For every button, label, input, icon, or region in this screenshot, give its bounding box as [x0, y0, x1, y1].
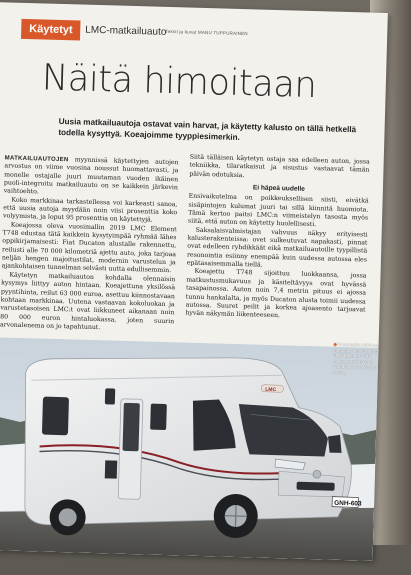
author-credits: Teksti ja kuvat MANU TUPPURAINEN: [165, 28, 248, 37]
paragraph: Koko markkinaa tarkastellessa voi karkeasti sanoa, että uusia autoja myydään noin viisi prosenttia koko volyymista, ja loput 95 prosenttia on käytettyjä.: [2, 196, 178, 224]
paragraph-text: myynnissä käytettyjen autojen arvostus on viime vuosina noussut huomattavasti, ja monelle ostajalle juuri muutaman vuoden ikäinen puoli-integroitu matkailuauto on se kaikkein järkevin vaihtoehto.: [3, 156, 179, 196]
license-plate: GNH-603: [334, 499, 362, 508]
left-text-column: [0, 154, 179, 334]
paragraph: Koeajossa oleva vuosimallin 2019 LMC Element T748 edustaa tätä kaikkein kysytyimpää ryhmää lähes oppikirjamaisesti: Fiat Ducaton alustalle rakennettu, reilusti alle 70 000 kilometriä ajettu auto, joka tarjoaa neljän hengen majoitustilat, modernin varustelun ja ajankohtaisen tunnelman selvästi uutta edullisemmin.: [1, 221, 177, 275]
caption-text: Vuosimallin 2019 puoli-integroitu matkailuauto LMC Element T748 maksaa noin 63 000 euroa ja on nyt kysytty valinta.: [332, 341, 384, 376]
brand-badge: LMC: [265, 386, 277, 394]
paragraph: Siitä tälläisen käytetyn ostaja saa edelleen auton, jossa tekniikka, tilaratkaisut ja sisustus vastaavat tämän päivän odotuksia.: [189, 153, 370, 179]
article-lead: Uusia matkailuautoja ostavat vain harvat, ja käytetty kalusto on tällä hetkellä todella kysyttyä. Koeajoimme tyyppiesimerkin.: [58, 116, 357, 142]
photo-caption: [333, 342, 384, 377]
caption-bullet-icon: ◆: [333, 341, 339, 347]
lead-word: MATKAILUAUTOJEN: [4, 155, 69, 164]
article-headline: Näitä himoitaan: [41, 57, 317, 107]
section-tag: Käytetyt: [21, 19, 81, 41]
paragraph: Käytetyn matkailuauton kohdalla olennaisin kysymys liittyy auton hintaan. Koeajettuna yksilössä pyyntihinta, reilut 63 000 euroa, asettuu kiinnostavaan kohtaan markkinaa. Uutena vastaavan kokoluokan ja varustetasoisen LMC:t ovat liikkuneet aikanaan noin 80 000 euron hintaluokassa, joten suurin arvonalenema on jo tapahtunut.: [0, 271, 176, 332]
right-text-column: [185, 154, 370, 323]
paragraph: Koeajettu T748 sijoittuu luokkaansa, jossa matkustusmukavuus ja käsiteltävyys ovat hyvässä tasapainossa. Auton noin 7,4 metrin pituus ei ajossa tunnu hankalalta, ja myös Ducaton alusta toimii uudessa autossa. Suuret peilit ja korkea ajoasento tarjoavat hyvän näkymän liikenteeseen.: [185, 268, 367, 320]
page-header: [21, 19, 381, 51]
motorhome-photo: [0, 337, 378, 561]
paragraph: Ensivaikutelma on poikkeuksellisen siisti, eivätkä sisäpintojen kulumat juuri tai sillä kiinnitä huomiota. Tämä kertoo paitsi LMC:n viimeistelyn tasosta myös siitä, että auton on käytetty huolellisesti.: [187, 192, 369, 229]
section-name: LMC-matkailuauto: [85, 24, 167, 38]
paragraph: Saksalaisvalmistajan vahvuus näkyy erityisesti kalusterakenteissa: ovet sulkeutuvat napakasti, pinnat ovat edelleen ryhdikkäät eikä matkailuautoille tyypillistä resonointia esiinny enempää kuin uudessa autossa eles epätasaisemmalla tiellä.: [186, 226, 368, 269]
paragraph: [4, 154, 179, 201]
magazine-page: [0, 2, 388, 561]
section-subheading: Ei häpeä uudelle: [252, 184, 306, 193]
